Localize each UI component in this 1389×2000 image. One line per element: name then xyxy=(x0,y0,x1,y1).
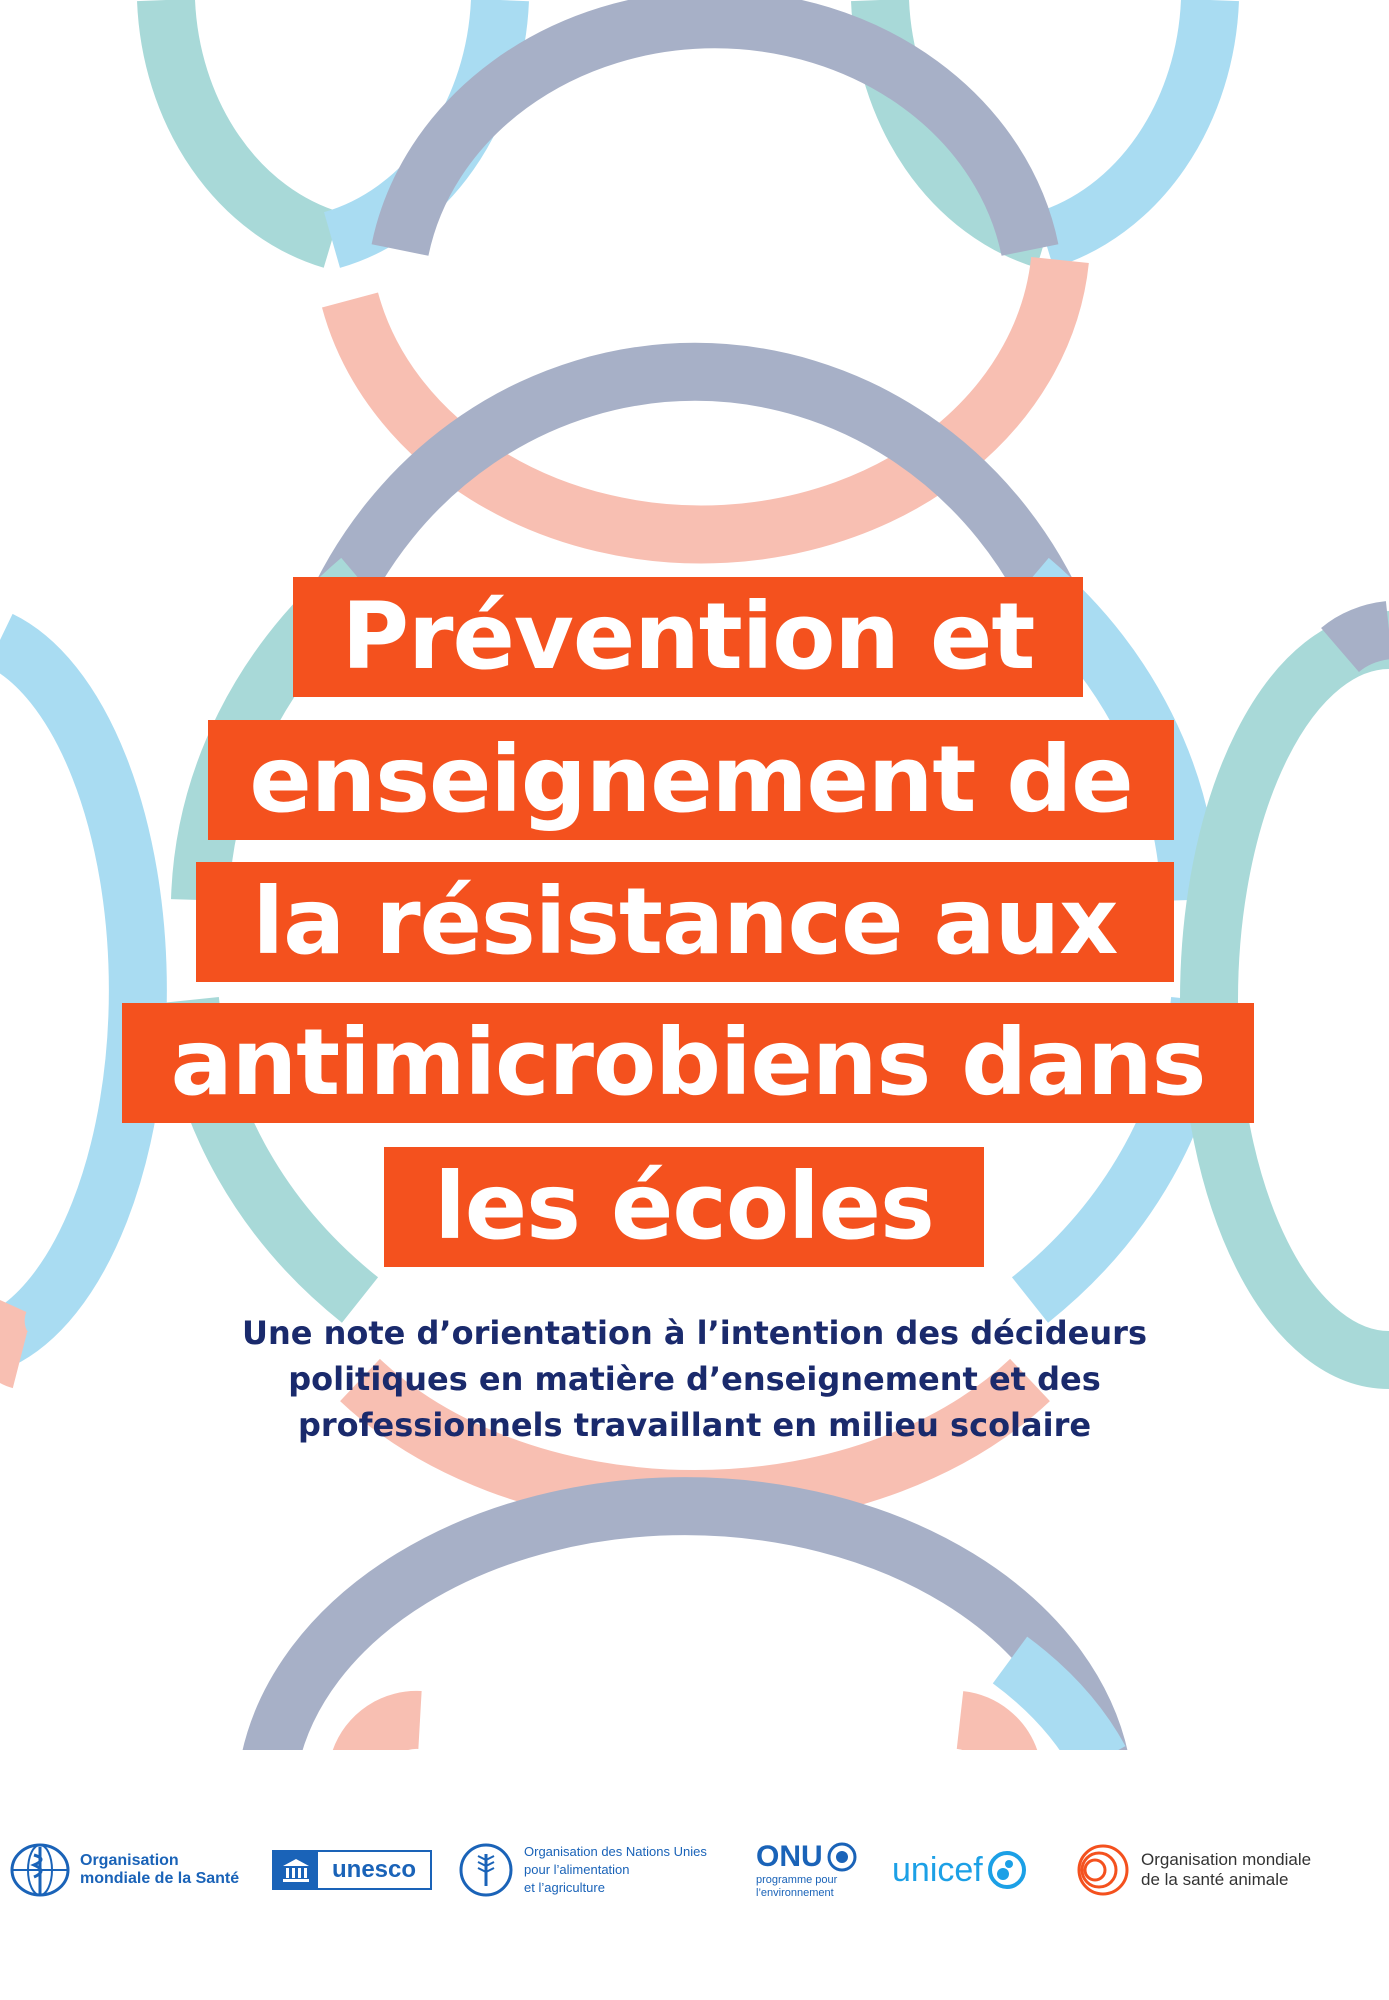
title-line: antimicrobiens dans xyxy=(122,1003,1254,1123)
subtitle-line: politiques en matière d’enseignement et des xyxy=(288,1360,1101,1398)
ring-arc xyxy=(0,640,138,1340)
woah-name-line: de la santé animale xyxy=(1141,1870,1289,1889)
fao-logo xyxy=(458,1810,734,1930)
unep-logo xyxy=(756,1810,876,1930)
fao-name-line: et l’agriculture xyxy=(524,1880,605,1895)
who-logo xyxy=(8,1810,239,1930)
unep-name-line: programme pour xyxy=(756,1874,838,1886)
unicef-wordmark: unicef xyxy=(892,1850,983,1889)
unesco-temple-icon xyxy=(274,1852,318,1888)
title-line: la résistance aux xyxy=(196,862,1174,982)
fao-emblem-icon xyxy=(458,1842,514,1898)
woah-name-line: Organisation mondiale xyxy=(1141,1850,1312,1869)
unesco-logo xyxy=(272,1810,432,1930)
unep-wordmark: ONU xyxy=(756,1840,823,1873)
who-name-line: Organisation xyxy=(80,1852,179,1869)
unicef-logo xyxy=(892,1810,1027,1930)
fao-name-line: Organisation des Nations Unies xyxy=(524,1844,707,1859)
document-subtitle xyxy=(120,1310,1269,1448)
partner-logos xyxy=(0,1810,1389,1930)
who-emblem-icon xyxy=(8,1841,72,1899)
title-line: les écoles xyxy=(384,1147,984,1267)
un-emblem-icon xyxy=(827,1842,857,1872)
woah-logo xyxy=(1075,1810,1311,1930)
ring-arc xyxy=(1209,640,1389,1360)
title-line: enseignement de xyxy=(208,720,1174,840)
ring-arc xyxy=(1340,630,1389,650)
unep-name-line: l’environnement xyxy=(756,1887,834,1899)
subtitle-line: Une note d’orientation à l’intention des décideurs xyxy=(242,1314,1147,1352)
unicef-emblem-icon xyxy=(987,1850,1027,1890)
title-line: Prévention et xyxy=(293,577,1083,697)
fao-name-line: pour l’alimentation xyxy=(524,1862,630,1877)
ring-arc xyxy=(1045,0,1210,240)
ring-arc xyxy=(166,0,332,240)
who-name-line: mondiale de la Santé xyxy=(80,1870,240,1887)
subtitle-line: professionnels travaillant en milieu scolaire xyxy=(297,1406,1092,1444)
unesco-wordmark: unesco xyxy=(332,1856,417,1883)
woah-emblem-icon xyxy=(1075,1842,1131,1898)
ring-arc xyxy=(0,1300,20,1360)
